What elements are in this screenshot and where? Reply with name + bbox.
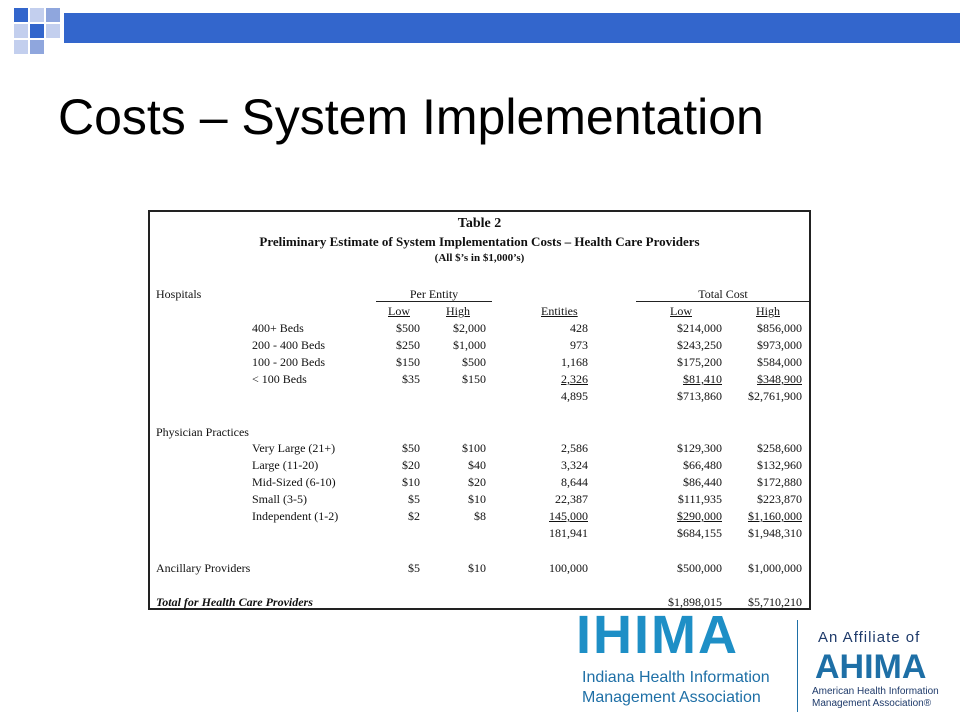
header-accent-bar xyxy=(64,13,960,43)
cell-low: $150 xyxy=(396,355,420,369)
cell-total-high: $132,960 xyxy=(757,458,802,472)
cell-total-low: $66,480 xyxy=(683,458,722,472)
total-cost-header: Total Cost xyxy=(698,287,748,301)
cell-total-low: $500,000 xyxy=(677,561,722,575)
cell-low: $20 xyxy=(402,458,420,472)
header-rule xyxy=(376,301,492,302)
cell-total-low: $111,935 xyxy=(677,492,722,506)
logo-divider xyxy=(797,620,798,712)
cell-total-low: $243,250 xyxy=(677,338,722,352)
col-total-low-header: Low xyxy=(670,304,692,318)
ahima-line2: Management Association® xyxy=(812,698,932,709)
cell-total-low: $81,410 xyxy=(683,372,722,386)
cell-total-high: $973,000 xyxy=(757,338,802,352)
header-rule xyxy=(636,301,810,302)
cell-total-high: $172,880 xyxy=(757,475,802,489)
cell-entities: 145,000 xyxy=(549,509,588,523)
cell-high: $150 xyxy=(462,372,486,386)
cell-total-high: $856,000 xyxy=(757,321,802,335)
cell-total-high: $258,600 xyxy=(757,441,802,455)
row-label: 100 - 200 Beds xyxy=(252,355,325,369)
decor-square xyxy=(46,24,60,38)
ihima-wordmark: IHIMA xyxy=(576,605,739,665)
cell-total-high: $2,761,900 xyxy=(748,389,802,403)
table-heading: Preliminary Estimate of System Implementation Costs – Health Care Providers xyxy=(259,234,700,249)
cell-low: $500 xyxy=(396,321,420,335)
cell-high: $8 xyxy=(474,509,486,523)
col-entities-header: Entities xyxy=(541,304,578,318)
cell-low: $50 xyxy=(402,441,420,455)
cell-total-high: $1,160,000 xyxy=(748,509,802,523)
cell-entities: 3,324 xyxy=(561,458,588,472)
row-label: < 100 Beds xyxy=(252,372,307,386)
cell-high: $10 xyxy=(468,492,486,506)
cell-total-low: $713,860 xyxy=(677,389,722,403)
cell-entities: 181,941 xyxy=(549,526,588,540)
col-low-header: Low xyxy=(388,304,410,318)
cost-table xyxy=(148,210,811,610)
cell-high: $100 xyxy=(462,441,486,455)
cell-entities: 8,644 xyxy=(561,475,588,489)
cell-total-low: $86,440 xyxy=(683,475,722,489)
table-note: (All $’s in $1,000’s) xyxy=(434,252,525,264)
cell-total-low: $1,898,015 xyxy=(668,595,722,609)
cell-total-high: $5,710,210 xyxy=(748,595,802,609)
row-label: 200 - 400 Beds xyxy=(252,338,325,352)
ihima-line1: Indiana Health Information xyxy=(582,669,770,686)
row-label: Mid-Sized (6-10) xyxy=(252,475,336,489)
col-high-header: High xyxy=(446,304,470,318)
cell-total-low: $684,155 xyxy=(677,526,722,540)
cell-low: $5 xyxy=(408,561,420,575)
cell-total-low: $214,000 xyxy=(677,321,722,335)
affiliate-text: An Affiliate of xyxy=(818,629,921,646)
decor-square xyxy=(46,8,60,22)
cell-high: $2,000 xyxy=(453,321,486,335)
cell-total-high: $348,900 xyxy=(757,372,802,386)
cell-high: $20 xyxy=(468,475,486,489)
cell-high: $1,000 xyxy=(453,338,486,352)
row-label: Large (11-20) xyxy=(252,458,319,472)
cell-high: $10 xyxy=(468,561,486,575)
row-label: Total for Health Care Providers xyxy=(156,595,313,609)
ahima-wordmark: AHIMA xyxy=(815,648,927,686)
row-label: Small (3-5) xyxy=(252,492,307,506)
decor-square xyxy=(14,40,28,54)
cell-low: $250 xyxy=(396,338,420,352)
row-label: Independent (1-2) xyxy=(252,509,339,523)
section-hospitals: Hospitals xyxy=(156,287,202,301)
cell-high: $40 xyxy=(468,458,486,472)
section-physicians: Physician Practices xyxy=(156,425,249,439)
decor-square xyxy=(14,24,28,38)
cell-entities: 428 xyxy=(570,321,588,335)
slide-title: Costs – System Implementation xyxy=(58,89,764,145)
cell-entities: 973 xyxy=(570,338,588,352)
cell-total-low: $129,300 xyxy=(677,441,722,455)
decor-square xyxy=(30,24,44,38)
cell-total-high: $584,000 xyxy=(757,355,802,369)
cell-total-low: $290,000 xyxy=(677,509,722,523)
cell-total-high: $1,948,310 xyxy=(748,526,802,540)
cell-low: $10 xyxy=(402,475,420,489)
cell-entities: 22,387 xyxy=(555,492,588,506)
ahima-line1: American Health Information xyxy=(812,686,939,697)
cell-entities: 2,586 xyxy=(561,441,588,455)
col-total-high-header: High xyxy=(756,304,780,318)
cell-entities: 2,326 xyxy=(561,372,588,386)
ihima-line2: Management Association xyxy=(582,689,761,706)
cell-entities: 100,000 xyxy=(549,561,588,575)
cell-low: $5 xyxy=(408,492,420,506)
cell-high: $500 xyxy=(462,355,486,369)
table-caption: Table 2 xyxy=(457,216,502,231)
decor-square xyxy=(30,40,44,54)
decor-square xyxy=(30,8,44,22)
cell-entities: 4,895 xyxy=(561,389,588,403)
row-label: 400+ Beds xyxy=(252,321,304,335)
cell-entities: 1,168 xyxy=(561,355,588,369)
row-label: Ancillary Providers xyxy=(156,561,251,575)
cell-total-low: $175,200 xyxy=(677,355,722,369)
per-entity-header: Per Entity xyxy=(409,287,459,301)
cell-total-high: $1,000,000 xyxy=(748,561,802,575)
cell-total-high: $223,870 xyxy=(757,492,802,506)
cell-low: $2 xyxy=(408,509,420,523)
row-label: Very Large (21+) xyxy=(252,441,336,455)
cell-low: $35 xyxy=(402,372,420,386)
decor-square xyxy=(14,8,28,22)
